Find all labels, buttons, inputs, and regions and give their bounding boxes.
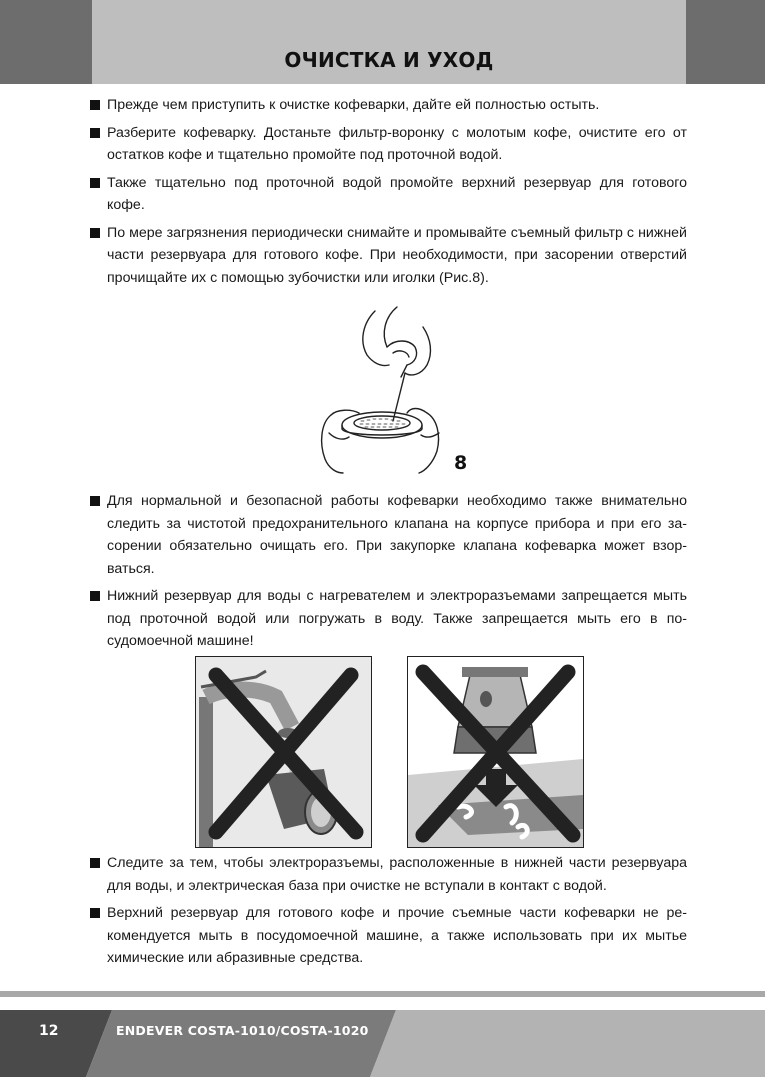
list-item: Следите за тем, чтобы электроразъемы, расположенные в нижней части резервуара для воды, и электрическая база при очистке не вступали в контакт с водой. <box>90 852 687 897</box>
list-item: Разберите кофеварку. Достаньте фильтр-воронку с молотым кофе, очистите его от остатков кофе и тщательно промойте под проточной водой. <box>90 122 687 167</box>
list-item: Нижний резервуар для воды с нагревателем и электроразъемами запрещается мыть под проточной водой или погружать в воду. Также запрещается мыть его в посудомоечной машине! <box>90 585 687 653</box>
header-right-block <box>686 0 765 84</box>
list-item: Для нормальной и безопасной работы кофеварки необходимо также внимательно следить за чистотой предохранительного клапана на корпусе прибора и при его засорении обязательно очищать его. При закупорке клапана кофеварка может взорваться. <box>90 490 687 580</box>
figure-number: 8 <box>454 452 468 474</box>
footer-bar <box>0 1010 765 1077</box>
safety-warnings-list <box>90 490 687 658</box>
list-item: Также тщательно под проточной водой промойте верхний резервуар для готового кофе. <box>90 172 687 217</box>
list-item: Прежде чем приступить к очистке кофеварки, дайте ей полностью остыть. <box>90 94 687 117</box>
header-left-block <box>0 0 92 84</box>
product-model-label: ENDEVER COSTA-1010/COSTA-1020 <box>116 1023 369 1038</box>
no-submerging-illustration <box>407 656 584 848</box>
list-item: Верхний резервуар для готового кофе и прочие съемные части кофеварки не рекомендуется мыть в посудомоечной машине, а также использовать при их мытье химические или абразивные средства. <box>90 902 687 970</box>
footer-divider <box>0 991 765 997</box>
page-number: 12 <box>39 1023 59 1039</box>
list-item: По мере загрязнения периодически снимайте и промывайте съемный фильтр с нижней части резервуара для готового кофе. При необходимости, при засорении отверстий прочищайте их с помощью зубочистки или иголки (Рис.8). <box>90 222 687 290</box>
no-tap-washing-illustration <box>195 656 372 848</box>
additional-care-list <box>90 852 687 975</box>
filter-cleaning-illustration <box>315 303 475 475</box>
cleaning-steps-list <box>90 94 687 294</box>
page-title: ОЧИСТКА И УХОД <box>284 48 494 72</box>
